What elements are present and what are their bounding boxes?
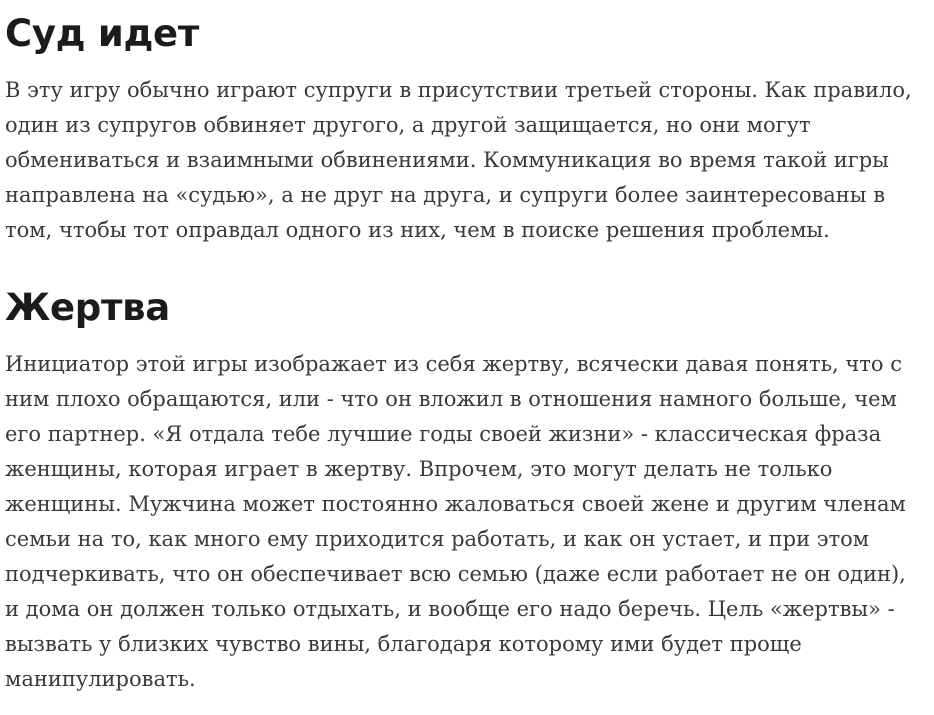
paragraph-line: манипулировать. (5, 667, 196, 691)
paragraph-line: семьи на то, как много ему приходится работать, и как он устает, и при этом (5, 527, 870, 551)
paragraph-line: обмениваться и взаимными обвинениями. Коммуникация во время такой игры (5, 148, 889, 172)
paragraph-line: женщины. Мужчина может постоянно жаловаться своей жене и другим членам (5, 492, 906, 516)
paragraph-line: Инициатор этой игры изображает из себя жертву, всячески давая понять, что с (5, 352, 902, 376)
paragraph-line: В эту игру обычно играют супруги в присутствии третьей стороны. Как правило, (5, 78, 912, 102)
paragraph-line: его партнер. «Я отдала тебе лучшие годы своей жизни» - классическая фраза (5, 422, 882, 446)
section-heading-court: Суд идет (5, 12, 199, 55)
paragraph-line: женщины, которая играет в жертву. Впрочем, это могут делать не только (5, 457, 833, 481)
paragraph-line: том, чтобы тот оправдал одного из них, чем в поиске решения проблемы. (5, 218, 830, 242)
article-body (5, 0, 929, 697)
paragraph-line: направлена на «судью», а не друг на друга, и супруги более заинтересованы в (5, 183, 886, 207)
paragraph-line: один из супругов обвиняет другого, а другой защищается, но они могут (5, 113, 811, 137)
paragraph-line: ним плохо обращаются, или - что он вложил в отношения намного больше, чем (5, 387, 897, 411)
section-paragraph-court (5, 73, 929, 248)
paragraph-line: вызвать у близких чувство вины, благодаря которому ими будет проще (5, 632, 802, 656)
paragraph-line: подчеркивать, что он обеспечивает всю семью (даже если работает не он один), (5, 562, 906, 586)
section-paragraph-victim (5, 347, 929, 697)
section-heading-victim: Жертва (5, 286, 170, 329)
paragraph-line: и дома он должен только отдыхать, и вообще его надо беречь. Цель «жертвы» - (5, 597, 895, 621)
